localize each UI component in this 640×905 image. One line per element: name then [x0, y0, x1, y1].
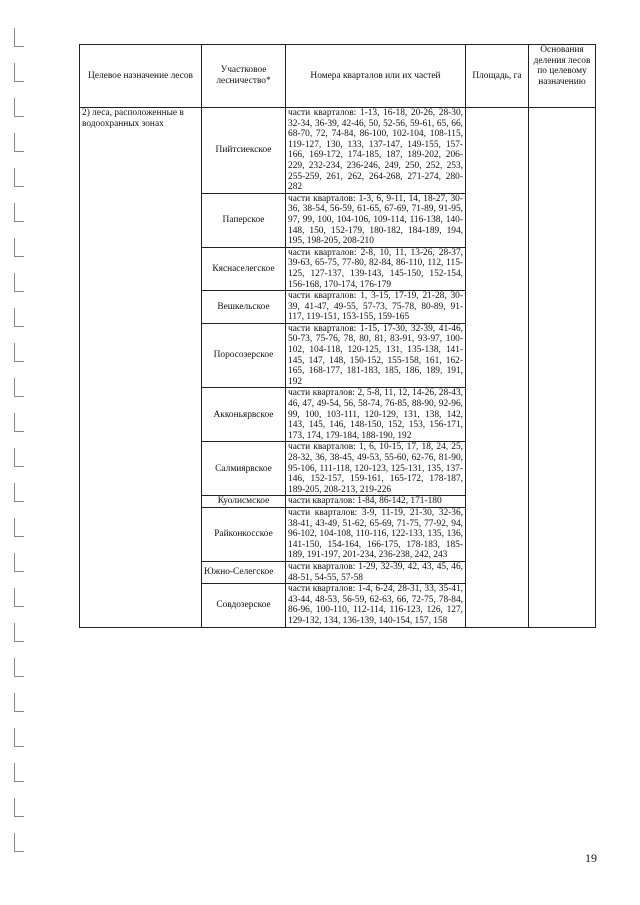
binding-tick	[14, 28, 24, 47]
quarters-cell: части кварталов: 2, 5-8, 11, 12, 14-26, 28-43, 46, 47, 49-54, 56, 58-74, 76-85, 88-90, 92-96, 99, 100, 103-111, 120-129, 131, 138, 142, 143, 145, 146, 148-150, 152, 153, 156-171, 173, 174, 179-184, 188-190, 192	[286, 388, 466, 442]
binding-tick	[14, 168, 24, 187]
quarters-cell: части кварталов: 1, 6, 10-15, 17, 18, 24, 25, 28-32, 36, 38-45, 49-53, 55-60, 62-76, 81-90, 95-106, 111-118, 120-123, 125-131, 135, 137-146, 152-157, 159-161, 165-172, 178-187, 189-205, 208-213, 219-226	[286, 442, 466, 496]
quarters-cell: части кварталов: 1-15, 17-30, 32-39, 41-46, 50-73, 75-76, 78, 80, 81, 83-91, 93-97, 100-102, 104-118, 120-125, 131, 135-138, 141-145, 147, 148, 150-152, 155-158, 161, 162-165, 168-177, 181-183, 185, 186, 189, 191, 192	[286, 323, 466, 388]
header-basis: Основания деления лесов по целевому назначению	[529, 45, 596, 108]
binding-tick	[14, 63, 24, 82]
district-cell: Салмиярвское	[202, 442, 286, 496]
table-header-row	[80, 45, 596, 108]
binding-tick	[14, 728, 24, 747]
district-cell: Паперское	[202, 193, 286, 247]
binding-tick	[14, 413, 24, 432]
quarters-cell: части кварталов: 2-8, 10, 11, 13-26, 28-37, 39-63, 65-75, 77-80, 82-84, 86-110, 112, 115-125, 127-137, 139-143, 145-150, 152-154, 156-168, 170-174, 176-179	[286, 247, 466, 290]
district-cell: Южно-Селегское	[202, 561, 286, 583]
binding-tick	[14, 273, 24, 292]
district-cell: Акконьярвское	[202, 388, 286, 442]
table-row	[80, 108, 596, 194]
binding-tick	[14, 798, 24, 817]
district-cell: Поросозерское	[202, 323, 286, 388]
area-cell	[466, 108, 529, 628]
district-cell: Пийтсиекское	[202, 108, 286, 194]
forest-purpose-table	[79, 44, 596, 628]
header-purpose: Целевое назначение лесов	[80, 45, 202, 108]
binding-tick	[14, 203, 24, 222]
quarters-cell: части кварталов: 1-29, 32-39, 42, 43, 45, 46, 48-51, 54-55, 57-58	[286, 561, 466, 583]
binding-tick	[14, 518, 24, 537]
quarters-cell: части кварталов: 1-13, 16-18, 20-26, 28-30, 32-34, 36-39, 42-46, 50, 52-56, 59-61, 65, 66, 68-70, 72, 74-84, 86-100, 102-104, 108-115, 119-127, 130, 133, 137-147, 149-155, 157-166, 169-172, 174-185, 187, 189-202, 206-229, 232-234, 236-246, 249, 250, 252, 253, 255-259, 261, 262, 264-268, 271-274, 280-282	[286, 108, 466, 194]
binding-tick	[14, 343, 24, 362]
district-cell: Куолисмское	[202, 496, 286, 508]
binding-tick	[14, 833, 24, 852]
quarters-cell: части кварталов: 1-3, 6, 9-11, 14, 18-27, 30-36, 38-54, 56-59, 61-65, 67-69, 71-89, 91-95, 97, 99, 100, 104-106, 109-114, 116-138, 140-148, 150, 152-179, 180-182, 184-189, 194, 195, 198-205, 208-210	[286, 193, 466, 247]
binding-tick	[14, 308, 24, 327]
binding-tick	[14, 483, 24, 502]
binding-tick	[14, 623, 24, 642]
district-cell: Совдозерское	[202, 584, 286, 627]
binding-tick	[14, 378, 24, 397]
basis-cell	[529, 108, 596, 628]
binding-tick	[14, 693, 24, 712]
quarters-cell: части кварталов: 1-84, 86-142, 171-180	[286, 496, 466, 508]
page-number: 19	[585, 851, 597, 865]
quarters-cell: части кварталов: 1-4, 6-24, 28-31, 33, 35-41, 43-44, 48-53, 56-59, 62-63, 66, 72-75, 78-84, 86-96, 100-110, 112-114, 116-123, 126, 127, 129-132, 134, 136-139, 140-154, 157, 158	[286, 584, 466, 627]
binding-tick	[14, 238, 24, 257]
district-cell: Кяснаселегское	[202, 247, 286, 290]
quarters-cell: части кварталов: 3-9, 11-19, 21-30, 32-36, 38-41, 43-49, 51-62, 65-69, 71-75, 77-92, 94, 96-102, 104-108, 110-116, 122-133, 135, 136, 141-150, 154-164, 166-175, 178-183, 185-189, 191-197, 201-234, 236-238, 242, 243	[286, 507, 466, 561]
binding-tick	[14, 588, 24, 607]
binding-tick	[14, 448, 24, 467]
purpose-cell: 2) леса, расположенные в водоохранных зонах	[80, 108, 202, 628]
header-quarters: Номера кварталов или их частей	[286, 45, 466, 108]
binding-tick	[14, 763, 24, 782]
binding-margin	[14, 28, 24, 868]
binding-tick	[14, 98, 24, 117]
quarters-cell: части кварталов: 1, 3-15, 17-19, 21-28, 30-39, 41-47, 49-55, 57-73, 75-78, 80-89, 91-117, 119-151, 153-155, 159-165	[286, 291, 466, 324]
header-district: Участковое лесничество*	[202, 45, 286, 108]
district-cell: Райконкосское	[202, 507, 286, 561]
binding-tick	[14, 553, 24, 572]
binding-tick	[14, 658, 24, 677]
header-area: Площадь, га	[466, 45, 529, 108]
district-cell: Вешкельское	[202, 291, 286, 324]
binding-tick	[14, 133, 24, 152]
